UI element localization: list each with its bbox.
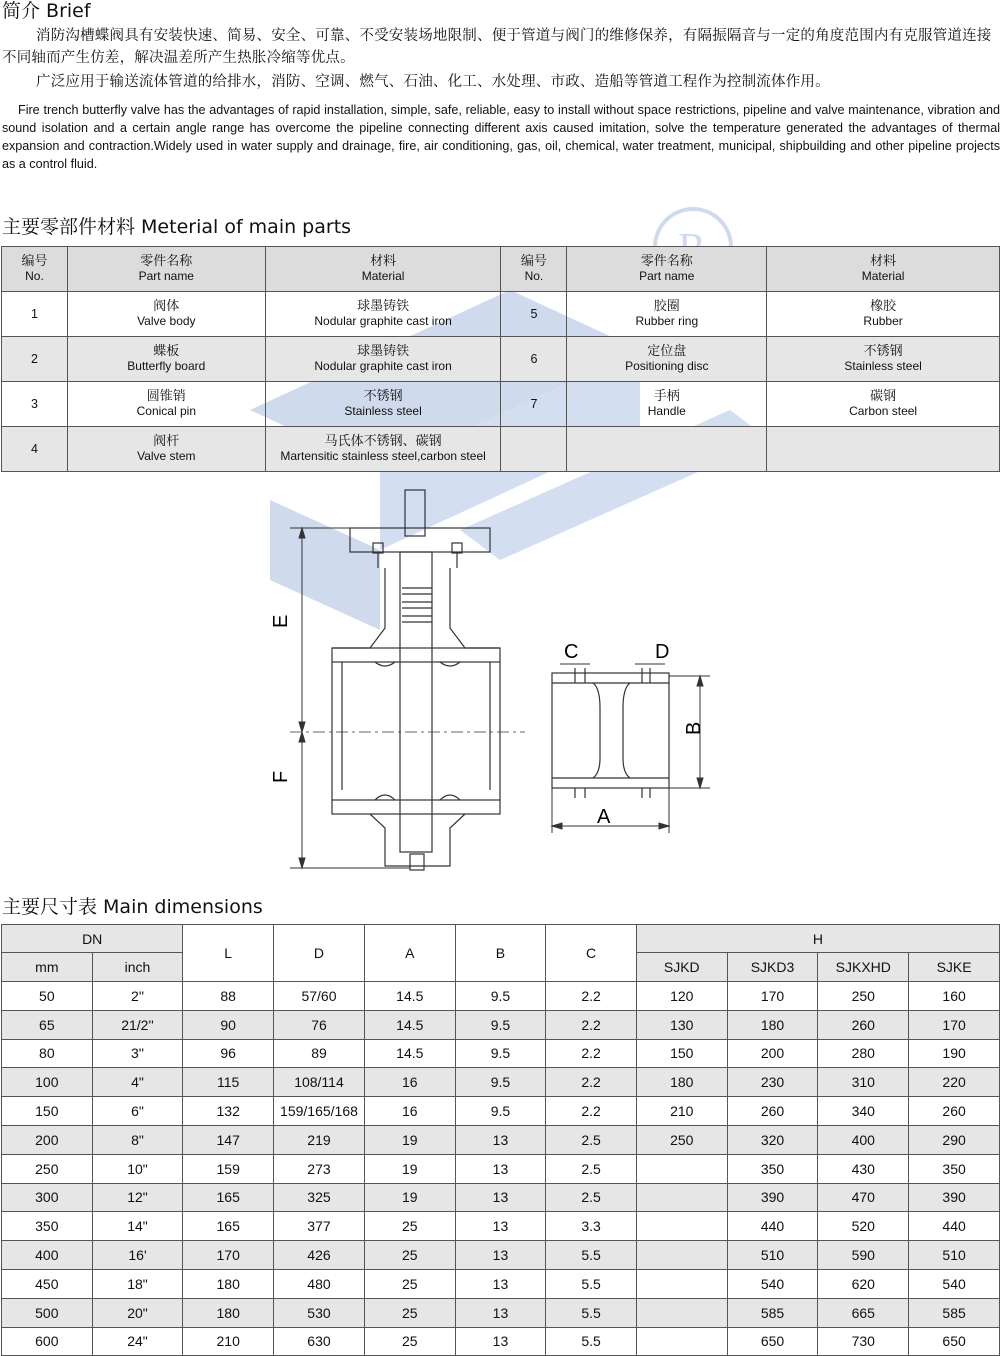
- handle-plate-shape: [350, 528, 490, 552]
- dims-cell: 13: [455, 1269, 546, 1298]
- dims-cell: 530: [274, 1298, 365, 1327]
- header-sjkd3: SJKD3: [727, 953, 818, 982]
- dims-cell: 600: [2, 1327, 93, 1356]
- dims-cell: 470: [818, 1183, 909, 1212]
- dims-cell: 14.5: [364, 982, 455, 1011]
- dims-cell: 300: [2, 1183, 93, 1212]
- dims-table-row: [2, 982, 1000, 1011]
- dims-cell: 88: [183, 982, 274, 1011]
- dims-cell: 13: [455, 1327, 546, 1356]
- dims-cell: 8": [92, 1125, 183, 1154]
- dims-cell: 426: [274, 1241, 365, 1270]
- dims-cell: 25: [364, 1327, 455, 1356]
- dims-cell: 5.5: [546, 1241, 637, 1270]
- dims-cell: 150: [2, 1097, 93, 1126]
- dims-cell: 510: [727, 1241, 818, 1270]
- dims-cell: 540: [909, 1269, 1000, 1298]
- dims-cell: 280: [818, 1039, 909, 1068]
- part-no: 2: [2, 337, 68, 382]
- dims-cell: 510: [909, 1241, 1000, 1270]
- part-material: 橡胶 Rubber: [767, 292, 1000, 337]
- dims-cell: 14": [92, 1212, 183, 1241]
- dims-cell: 665: [818, 1298, 909, 1327]
- dims-cell: 96: [183, 1039, 274, 1068]
- dims-cell: 25: [364, 1212, 455, 1241]
- dims-cell: 13: [455, 1125, 546, 1154]
- header-sjke: SJKE: [909, 953, 1000, 982]
- dims-cell: 2.2: [546, 1097, 637, 1126]
- dims-cell: 132: [183, 1097, 274, 1126]
- dims-cell: 320: [727, 1125, 818, 1154]
- dims-cell: 3.3: [546, 1212, 637, 1241]
- dims-cell: 250: [818, 982, 909, 1011]
- header-inch: inch: [92, 953, 183, 982]
- dims-cell: 650: [909, 1327, 1000, 1356]
- dims-cell: 9.5: [455, 982, 546, 1011]
- dims-cell: 25: [364, 1298, 455, 1327]
- dims-cell: 5.5: [546, 1327, 637, 1356]
- dim-label-c: C: [564, 641, 579, 663]
- header-no-2: 编号 No.: [501, 247, 567, 292]
- header-l: L: [183, 925, 274, 982]
- dims-cell: 210: [183, 1327, 274, 1356]
- parts-row: [2, 382, 1000, 427]
- dims-cell: 520: [818, 1212, 909, 1241]
- parts-section-title: 主要零部件材料 Meterial of main parts: [2, 216, 352, 238]
- dims-cell: 21/2'': [92, 1010, 183, 1039]
- part-material: 不锈钢 Stainless steel: [265, 382, 501, 427]
- dims-cell: 100: [2, 1068, 93, 1097]
- dims-cell: 2'': [92, 982, 183, 1011]
- body-top-flange-shape: [332, 648, 500, 662]
- dims-cell: 630: [274, 1327, 365, 1356]
- dims-cell: 25: [364, 1241, 455, 1270]
- dims-cell: 190: [909, 1039, 1000, 1068]
- header-sjkd: SJKD: [636, 953, 727, 982]
- dimensions-table: [1, 924, 1000, 1356]
- dims-cell: 76: [274, 1010, 365, 1039]
- header-sjkxhd: SJKXHD: [818, 953, 909, 982]
- dims-cell: 540: [727, 1269, 818, 1298]
- part-no: 5: [501, 292, 567, 337]
- dim-label-f: F: [270, 770, 292, 783]
- dims-table-row: [2, 1241, 1000, 1270]
- dims-cell: 400: [2, 1241, 93, 1270]
- dims-cell: 585: [727, 1298, 818, 1327]
- dims-cell: 500: [2, 1298, 93, 1327]
- dims-cell: 180: [183, 1269, 274, 1298]
- dims-cell: 200: [2, 1125, 93, 1154]
- part-name: 阀体 Valve body: [67, 292, 265, 337]
- part-name: [567, 427, 767, 472]
- dims-cell: 650: [727, 1327, 818, 1356]
- dims-cell: 25: [364, 1269, 455, 1298]
- header-no: 编号 No.: [2, 247, 68, 292]
- header-c: C: [546, 925, 637, 982]
- header-material: 材料 Material: [265, 247, 501, 292]
- dims-cell: [636, 1183, 727, 1212]
- dims-cell: 19: [364, 1125, 455, 1154]
- dims-cell: 390: [909, 1183, 1000, 1212]
- dims-cell: 325: [274, 1183, 365, 1212]
- dims-table-row: [2, 1010, 1000, 1039]
- dims-cell: 180: [636, 1068, 727, 1097]
- dims-cell: 9.5: [455, 1039, 546, 1068]
- dims-cell: 13: [455, 1212, 546, 1241]
- dims-cell: 2.2: [546, 1010, 637, 1039]
- dim-label-b: B: [683, 721, 705, 735]
- dims-cell: 273: [274, 1154, 365, 1183]
- part-material: 球墨铸铁 Nodular graphite cast iron: [265, 337, 501, 382]
- dims-table-row: [2, 1183, 1000, 1212]
- stem-shape: [400, 552, 432, 852]
- dims-cell: 250: [636, 1125, 727, 1154]
- parts-header-row: [2, 247, 1000, 292]
- dims-cell: 219: [274, 1125, 365, 1154]
- dims-table-row: [2, 1068, 1000, 1097]
- dims-table-row: [2, 1097, 1000, 1126]
- dims-table-row: [2, 1327, 1000, 1356]
- dims-cell: 350: [2, 1212, 93, 1241]
- dims-table-row: [2, 1154, 1000, 1183]
- dims-cell: 620: [818, 1269, 909, 1298]
- dims-cell: 2.5: [546, 1154, 637, 1183]
- dims-cell: 65: [2, 1010, 93, 1039]
- dims-cell: [636, 1269, 727, 1298]
- dims-cell: 5.5: [546, 1269, 637, 1298]
- dims-cell: 2.5: [546, 1183, 637, 1212]
- part-name: 手柄 Handle: [567, 382, 767, 427]
- parts-table: [1, 246, 1000, 472]
- dims-cell: 2.2: [546, 1068, 637, 1097]
- dims-cell: 170: [183, 1241, 274, 1270]
- dims-cell: 230: [727, 1068, 818, 1097]
- dims-cell: 340: [818, 1097, 909, 1126]
- dims-cell: 250: [2, 1154, 93, 1183]
- dims-table-row: [2, 1298, 1000, 1327]
- dims-header-row-1: [2, 925, 1000, 953]
- dims-cell: 90: [183, 1010, 274, 1039]
- dims-cell: 9.5: [455, 1068, 546, 1097]
- dims-cell: 13: [455, 1241, 546, 1270]
- parts-row: [2, 337, 1000, 382]
- parts-row: [2, 292, 1000, 337]
- dim-label-e: E: [270, 614, 292, 628]
- dims-cell: 4": [92, 1068, 183, 1097]
- dims-cell: [636, 1154, 727, 1183]
- dims-cell: 260: [818, 1010, 909, 1039]
- brief-cn-paragraph-2: 广泛应用于输送流体管道的给排水，消防、空调、燃气、石油、化工、水处理、市政、造船等管道工程作为控制流体作用。: [36, 74, 830, 90]
- dims-table-row: [2, 1212, 1000, 1241]
- dims-cell: 12": [92, 1183, 183, 1212]
- valve-technical-drawing: [260, 488, 740, 873]
- dims-cell: 5.5: [546, 1298, 637, 1327]
- dims-cell: 24": [92, 1327, 183, 1356]
- dims-cell: 13: [455, 1183, 546, 1212]
- dims-cell: 310: [818, 1068, 909, 1097]
- dims-cell: 6": [92, 1097, 183, 1126]
- part-no: [501, 427, 567, 472]
- side-view-body-shape: [552, 673, 669, 788]
- dims-cell: 108/114: [274, 1068, 365, 1097]
- header-b: B: [455, 925, 546, 982]
- dims-cell: 50: [2, 982, 93, 1011]
- header-h: H: [636, 925, 999, 953]
- dims-cell: 440: [727, 1212, 818, 1241]
- dims-cell: 19: [364, 1183, 455, 1212]
- header-d: D: [274, 925, 365, 982]
- part-material: 不锈钢 Stainless steel: [767, 337, 1000, 382]
- header-part-name-2: 零件名称 Part name: [567, 247, 767, 292]
- dims-cell: 130: [636, 1010, 727, 1039]
- part-name: 定位盘 Positioning disc: [567, 337, 767, 382]
- dims-cell: 10": [92, 1154, 183, 1183]
- dims-cell: 89: [274, 1039, 365, 1068]
- dims-cell: 2.2: [546, 1039, 637, 1068]
- dims-cell: [636, 1241, 727, 1270]
- dims-cell: 2.2: [546, 982, 637, 1011]
- part-material: 马氏体不锈钢、碳钢 Martensitic stainless steel,carbon steel: [265, 427, 501, 472]
- dims-cell: [636, 1212, 727, 1241]
- dims-cell: 165: [183, 1183, 274, 1212]
- header-mm: mm: [2, 953, 93, 982]
- dims-cell: 14.5: [364, 1010, 455, 1039]
- dims-cell: 180: [183, 1298, 274, 1327]
- dims-cell: 19: [364, 1154, 455, 1183]
- dims-cell: 480: [274, 1269, 365, 1298]
- dims-cell: 9.5: [455, 1010, 546, 1039]
- dims-cell: 377: [274, 1212, 365, 1241]
- dims-cell: 430: [818, 1154, 909, 1183]
- dims-cell: 165: [183, 1212, 274, 1241]
- part-material: 碳钢 Carbon steel: [767, 382, 1000, 427]
- header-dn: DN: [2, 925, 183, 953]
- dims-cell: 260: [909, 1097, 1000, 1126]
- dims-cell: 14.5: [364, 1039, 455, 1068]
- dims-cell: 3'': [92, 1039, 183, 1068]
- dims-cell: 200: [727, 1039, 818, 1068]
- part-material: [767, 427, 1000, 472]
- stem-top-shape: [405, 490, 425, 536]
- part-material: 球墨铸铁 Nodular graphite cast iron: [265, 292, 501, 337]
- dims-cell: 170: [909, 1010, 1000, 1039]
- dims-cell: 160: [909, 982, 1000, 1011]
- part-name: 阀杆 Valve stem: [67, 427, 265, 472]
- dims-cell: 13: [455, 1298, 546, 1327]
- dims-table-row: [2, 1125, 1000, 1154]
- part-no: 7: [501, 382, 567, 427]
- dims-cell: 585: [909, 1298, 1000, 1327]
- dims-cell: 20": [92, 1298, 183, 1327]
- header-material-2: 材料 Material: [767, 247, 1000, 292]
- brief-title: 简介 Brief: [2, 0, 91, 22]
- dims-cell: 13: [455, 1154, 546, 1183]
- dims-cell: 180: [727, 1010, 818, 1039]
- dims-cell: [636, 1327, 727, 1356]
- dims-cell: 120: [636, 982, 727, 1011]
- part-name: 圆锥销 Conical pin: [67, 382, 265, 427]
- dim-label-d: D: [655, 641, 670, 663]
- dims-cell: 350: [909, 1154, 1000, 1183]
- dims-cell: 220: [909, 1068, 1000, 1097]
- dims-cell: 450: [2, 1269, 93, 1298]
- part-no: 3: [2, 382, 68, 427]
- dims-cell: 730: [818, 1327, 909, 1356]
- dims-cell: 210: [636, 1097, 727, 1126]
- dims-cell: 16: [364, 1068, 455, 1097]
- part-no: 4: [2, 427, 68, 472]
- header-a: A: [364, 925, 455, 982]
- part-name: 蝶板 Butterfly board: [67, 337, 265, 382]
- dim-label-a: A: [597, 806, 611, 828]
- dims-cell: 159: [183, 1154, 274, 1183]
- dims-cell: 80: [2, 1039, 93, 1068]
- dims-table-row: [2, 1039, 1000, 1068]
- part-no: 6: [501, 337, 567, 382]
- dims-cell: 390: [727, 1183, 818, 1212]
- dims-cell: 440: [909, 1212, 1000, 1241]
- dims-cell: 260: [727, 1097, 818, 1126]
- body-bottom-flange-shape: [332, 800, 500, 814]
- dims-cell: 350: [727, 1154, 818, 1183]
- dims-cell: 57/60: [274, 982, 365, 1011]
- dims-cell: [636, 1298, 727, 1327]
- dims-cell: 147: [183, 1125, 274, 1154]
- dims-cell: 16: [364, 1097, 455, 1126]
- dims-cell: 159/165/168: [274, 1097, 365, 1126]
- dims-cell: 290: [909, 1125, 1000, 1154]
- part-name: 胶圈 Rubber ring: [567, 292, 767, 337]
- dims-table-row: [2, 1269, 1000, 1298]
- dims-cell: 115: [183, 1068, 274, 1097]
- parts-row: [2, 427, 1000, 472]
- header-part-name: 零件名称 Part name: [67, 247, 265, 292]
- brief-en-paragraph: Fire trench butterfly valve has the advantages of rapid installation, simple, safe, reliable, easy to install without space restrictions, pipeline and valve maintenance, vibration and sound isolation and a certain angle range has overcome the pipeline connecting different axis caused imitation, solve the temperature generated the advantages of thermal expansion and contraction.Widely used in water supply and drainage, fire, air conditioning, gas, oil, chemical, water treatment, municipal, shipbuilding and other pipeline projects as a control fluid.: [2, 103, 1000, 171]
- dims-cell: 9.5: [455, 1097, 546, 1126]
- part-no: 1: [2, 292, 68, 337]
- dims-section-title: 主要尺寸表 Main dimensions: [2, 896, 263, 918]
- dims-cell: 16': [92, 1241, 183, 1270]
- dims-cell: 150: [636, 1039, 727, 1068]
- brief-cn-paragraph-1: 消防沟槽蝶阀具有安装快速、简易、安全、可靠、不受安装场地限制、便于管道与阀门的维修保养，有隔振隔音与一定的角度范围内有克服管道连接不同轴而产生仿差，解决温差所产生热胀冷缩等优点。: [2, 28, 992, 66]
- dims-cell: 400: [818, 1125, 909, 1154]
- dims-cell: 170: [727, 982, 818, 1011]
- dims-cell: 18": [92, 1269, 183, 1298]
- dims-cell: 2.5: [546, 1125, 637, 1154]
- dims-cell: 590: [818, 1241, 909, 1270]
